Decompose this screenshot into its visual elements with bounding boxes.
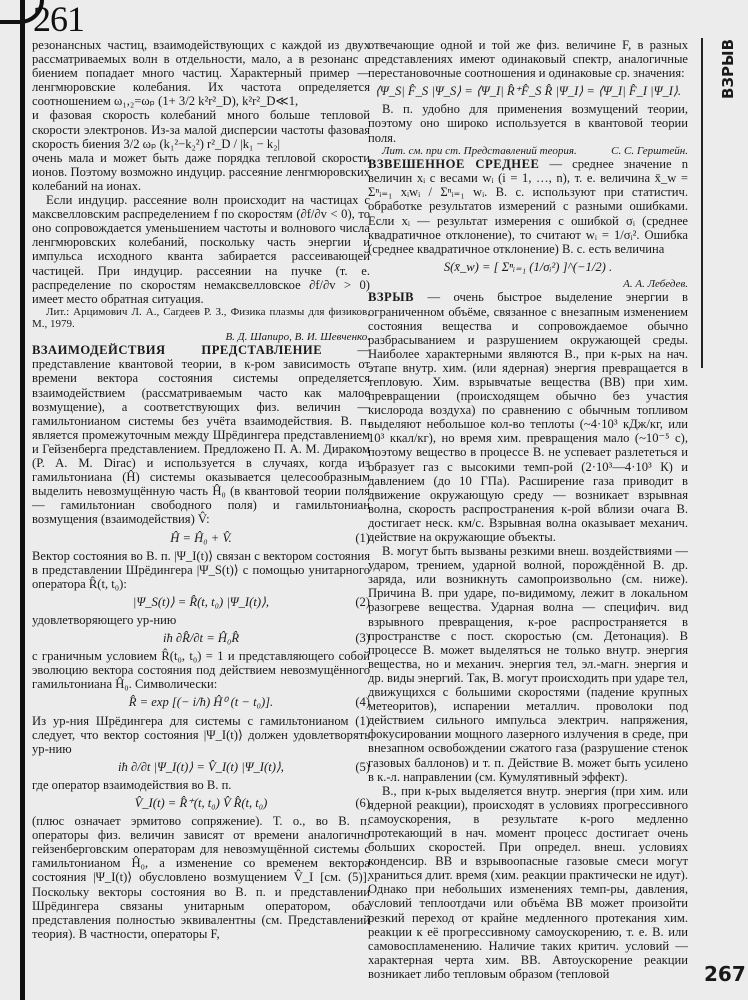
paragraph: Если индуцир. рассеяние волн происходит на частицах с максвелловским распределением f по скоростям (∂f/∂v < 0), то оно сопровождается уменьшением частоты и волнового числа ленгмюровских колебаний, поскольку часть энергии и импульса исходного кванта забирается рассеивающей частицей. При индуцир. рассеянии на пучке (т. е. распределение по скоростям немаксвелловское ∂f/∂v > 0) имеет место обратная ситуация. xyxy=(32,193,370,306)
equation-body: |Ψ_S(t)⟩ = R̂(t, t₀) |Ψ_I(t)⟩, xyxy=(132,594,270,609)
paragraph: удовлетворяющего ур-нию xyxy=(32,612,177,627)
left-column xyxy=(32,38,370,941)
entry xyxy=(368,157,688,256)
page-number-top: 261 xyxy=(33,0,84,39)
paragraph: (плюс означает эрмитово сопряжение). Т. о., во В. п. операторы физ. величин зависят от времени аналогично гейзенберговским операторам для невозмущённой системы с гамильтонианом Ĥ₀, а изменение со временем вектора состояния |Ψ_I(t)⟩ обусловлено возмущением V̂_I [см. (5)]. Поскольку векторы состояния во В. п. и представлении Шрёдингера связаны унитарным оператором, оба представления полностью эквивалентны (см. Представлений теория). В частности, операторы F, xyxy=(32,814,370,941)
paragraph: и фазовая скорость колебаний много больше тепловой скорости электронов. Из-за малой дисперсии частоты фазовая скорость биения 3/2 ωₚ (k₁²−k₂²) r²_D / |k₁ − k₂| xyxy=(32,108,370,151)
entry-text: — представление квантовой теории, в к-ром зависимость от времени вектора состояния системы определяется взаимодействием (рассматриваемым часто как малое возмущение), а соответствующих физ. величин — гамильтонианом системы без учёта взаимодействия. В. п. является промежуточным между Шрёдингера представлением и Гейзенберга представлением. Предложено П. А. М. Дираком (P. A. M. Dirac) и используется в случаях, когда из гамильтониана (Ĥ) системы оказывается целесообразным выделить невозмущённую часть Ĥ₀ (в квантовой теории поля — гамильтониан свободного поля) и гамильтониан возмущения (взаимодействия) V̂: xyxy=(32,343,370,527)
entry xyxy=(32,343,370,526)
paragraph: Из ур-ния Шрёдингера для системы с гамильтонианом (1) следует, что вектор состояния |Ψ_I(t)⟩ должен удовлетворять ур-нию xyxy=(32,713,370,756)
equation-1 xyxy=(32,531,370,545)
running-head-text: ВЗРЫВ xyxy=(719,38,738,100)
reference: Лит.: Арцимович Л. А., Сагдеев Р. З., Физика плазмы для физиков, М., 1979. xyxy=(32,305,370,331)
equation-7 xyxy=(368,84,688,98)
equation-number: (4) xyxy=(355,695,370,710)
equation-body: R̂ = exp [(− i/ħ) Ĥ⁰ (t − t₀)]. xyxy=(128,695,274,710)
margin-rule xyxy=(701,38,703,368)
entry-text: — среднее значение n величин xᵢ с весами wᵢ (i = 1, …, n), т. е. величина x̄_w = Σⁿᵢ₌₁ xᵢwᵢ / Σⁿᵢ₌₁ wᵢ. В. с. используют при статистич. обработке результатов измерений с разными ошибками. Если xᵢ — результат измерения с ошибкой σᵢ (среднее квадратичное отклонение), то считают wᵢ = 1/σᵢ². Ошибка (среднее квадратичное отклонение) В. с. есть величина xyxy=(368,157,688,256)
equation-body: S(x̄_w) = [ Σⁿᵢ₌₁ (1/σᵢ²) ]^(−1/2) . xyxy=(443,259,613,274)
running-head xyxy=(718,40,738,100)
equation-body: V̂_I(t) = R̂⁺(t, t₀) V̂ R̂(t, t₀) xyxy=(134,796,268,810)
paragraph: отвечающие одной и той же физ. величине F, в разных представлениях имеют одинаковый спектр, аналогичные перестановочные соотношения и одинаковые ср. значения: xyxy=(368,38,688,81)
equation-body: iħ ∂R̂/∂t = Ĥ₀R̂ xyxy=(162,631,240,646)
equation-8 xyxy=(368,260,688,274)
equation-body: Ĥ = Ĥ₀ + V̂. xyxy=(170,530,232,545)
reference xyxy=(368,145,688,158)
equation-number: (2) xyxy=(355,594,370,609)
equation-body: ⟨Ψ_S| F̂_S |Ψ_S⟩ = ⟨Ψ_I| R̂⁺F̂_S R̂ |Ψ_I⟩ = ⟨Ψ_I| F̂_I |Ψ_I⟩. xyxy=(374,84,682,99)
equation-3 xyxy=(32,631,370,645)
equation-6 xyxy=(32,796,370,810)
paragraph: с граничным условием R̂(t₀, t₀) = 1 и представляющего собой эволюцию вектора состояния под действием невозмущённого гамильтониана Ĥ₀. Символически: xyxy=(32,649,370,692)
equation-5 xyxy=(32,760,370,774)
author-signature: А. А. Лебедев. xyxy=(623,277,688,290)
entry xyxy=(368,290,688,544)
right-column xyxy=(368,38,688,981)
paragraph: Вектор состояния во В. п. |Ψ_I(t)⟩ связан с вектором состояния в представлении Шрёдингера |Ψ_S(t)⟩ с помощью унитарного оператора R̂(t, t₀): xyxy=(32,548,370,591)
paragraph: где оператор взаимодействия во В. п. xyxy=(32,777,232,792)
page-edge-bar xyxy=(20,0,25,1000)
equation-number: (1) xyxy=(355,530,370,545)
paragraph: В. могут быть вызваны резкими внеш. воздействиями — ударом, трением, ударной волной, порождённой В. др. заряда, или возникнуть самопроизвольно (см. ниже). Причина В. при ударе, по-видимому, лежит в локальном разогреве вещества. Ударная волна — специфич. вид взрывного превращения, к-рое распространяется в пространстве с пост. скоростью (см. Детонация). В процессе В. может выделяться не только внутр. энергия вещества, но и механич. энергия тел, эл.-магн. энергия и др. виды энергий. Так, В. могут происходить при ударе тел, движущихся с большими скоростями (падение крупных метеоритов), испарении металлич. проволоки под действием сильного импульса электрич. напряжения, фокусировании мощного лазерного излучения в среде, при внезапном освобождении сжатого газа (разрушение стенок газовых баллонов) и т. п. Действие В. может быть усилено в к.-л. направлении (см. Кумулятивный эффект). xyxy=(368,544,688,784)
entry-heading: ВЗАИМОДЕЙСТВИЯ ПРЕДСТАВЛЕНИЕ xyxy=(32,343,323,358)
paragraph: В. п. удобно для применения возмущений теории, поэтому оно широко используется в квантовой теории поля. xyxy=(368,102,688,145)
entry-heading: ВЗВЕШЕННОЕ СРЕДНЕЕ xyxy=(368,157,540,172)
author-signature: С. С. Герштейн. xyxy=(611,144,688,157)
equation-2 xyxy=(32,595,370,609)
author-signature: В. Д. Шапиро, В. И. Шевченко. xyxy=(225,330,370,343)
paragraph: В., при к-рых выделяется внутр. энергия (при хим. или ядерной реакции), происходят в условиях прогрессивного самоускорения, в результате к-рого медленно протекающий в нач. момент процесс достигает очень больших скоростей. При определ. внеш. условиях конденсир. ВВ и взрывоопасные газовые смеси могут храниться длит. время (хим. реакции практически не идут). Однако при небольших изменениях темп-ры, давления, условий теплоотдачи или объёма ВВ может произойти резкий переход от крайне медленного протекания хим. реакции к её прогрессивному самоускорению, т. е. В. или самовоспламенению. Наличие таких критич. условий — характерная черта хим. ВВ. Автоускорение реакции возникает либо тепловым образом (тепловой xyxy=(368,783,688,981)
equation-number: (6) xyxy=(355,796,370,810)
equation-4 xyxy=(32,695,370,709)
paragraph: резонансных частиц, взаимодействующих с каждой из двух рассматриваемых волн в отдельности, мало, а в резонанс с биением попадает много частиц. Характерный пример — ленгмюровские колебания. Их частота определяется соотношением ω₁,₂=ωₚ (1+ 3/2 k²r²_D), k²r²_D≪1, xyxy=(32,38,370,109)
equation-number: (5) xyxy=(355,759,370,774)
paragraph: очень мала и может быть даже порядка тепловой скорости ионов. Поэтому возможно индуцир. рассеяние ленгмюровских колебаний на ионах. xyxy=(32,150,370,193)
reference-text: Лит. см. при ст. Представлений теория. xyxy=(382,144,577,157)
page-number-bottom: 267 xyxy=(704,962,746,986)
equation-body: iħ ∂/∂t |Ψ_I(t)⟩ = V̂_I(t) |Ψ_I(t)⟩, xyxy=(118,759,284,774)
entry-text: — очень быстрое выделение энергии в ограниченном объёме, связанное с внезапным изменением состояния вещества и сопровождаемое обычно разбрасыванием и разрушением окружающей среды. Наиболее характерными являются В., при к-рых на нач. этапе внутр. хим. (или ядерная) энергия превращается в тепловую. Хим. взрывчатые вещества (ВВ) при хим. превращении (происходящем обычно без участия кислорода воздуха) по сравнению с обычным топливом выделяют небольшое кол-во теплоты (~4·10³ кДж/кг, или 10³ ккал/кг), но время хим. превращения мало (~10⁻⁵ с), поэтому вещество в процессе В. не успевает разлететься и образует газ с высокими темп-рой (2·10³—4·10³ К) и давлением (до 10 ГПа). Расширение газа приводит в движение окружающую среду — возникает взрывная волна, скорость распространения к-рой вблизи очага В. достигает неск. км/с. Взрывная волна оказывает механич. действие на окружающие объекты. xyxy=(368,290,688,544)
entry-heading: ВЗРЫВ xyxy=(368,290,415,305)
equation-number: (3) xyxy=(355,631,370,646)
